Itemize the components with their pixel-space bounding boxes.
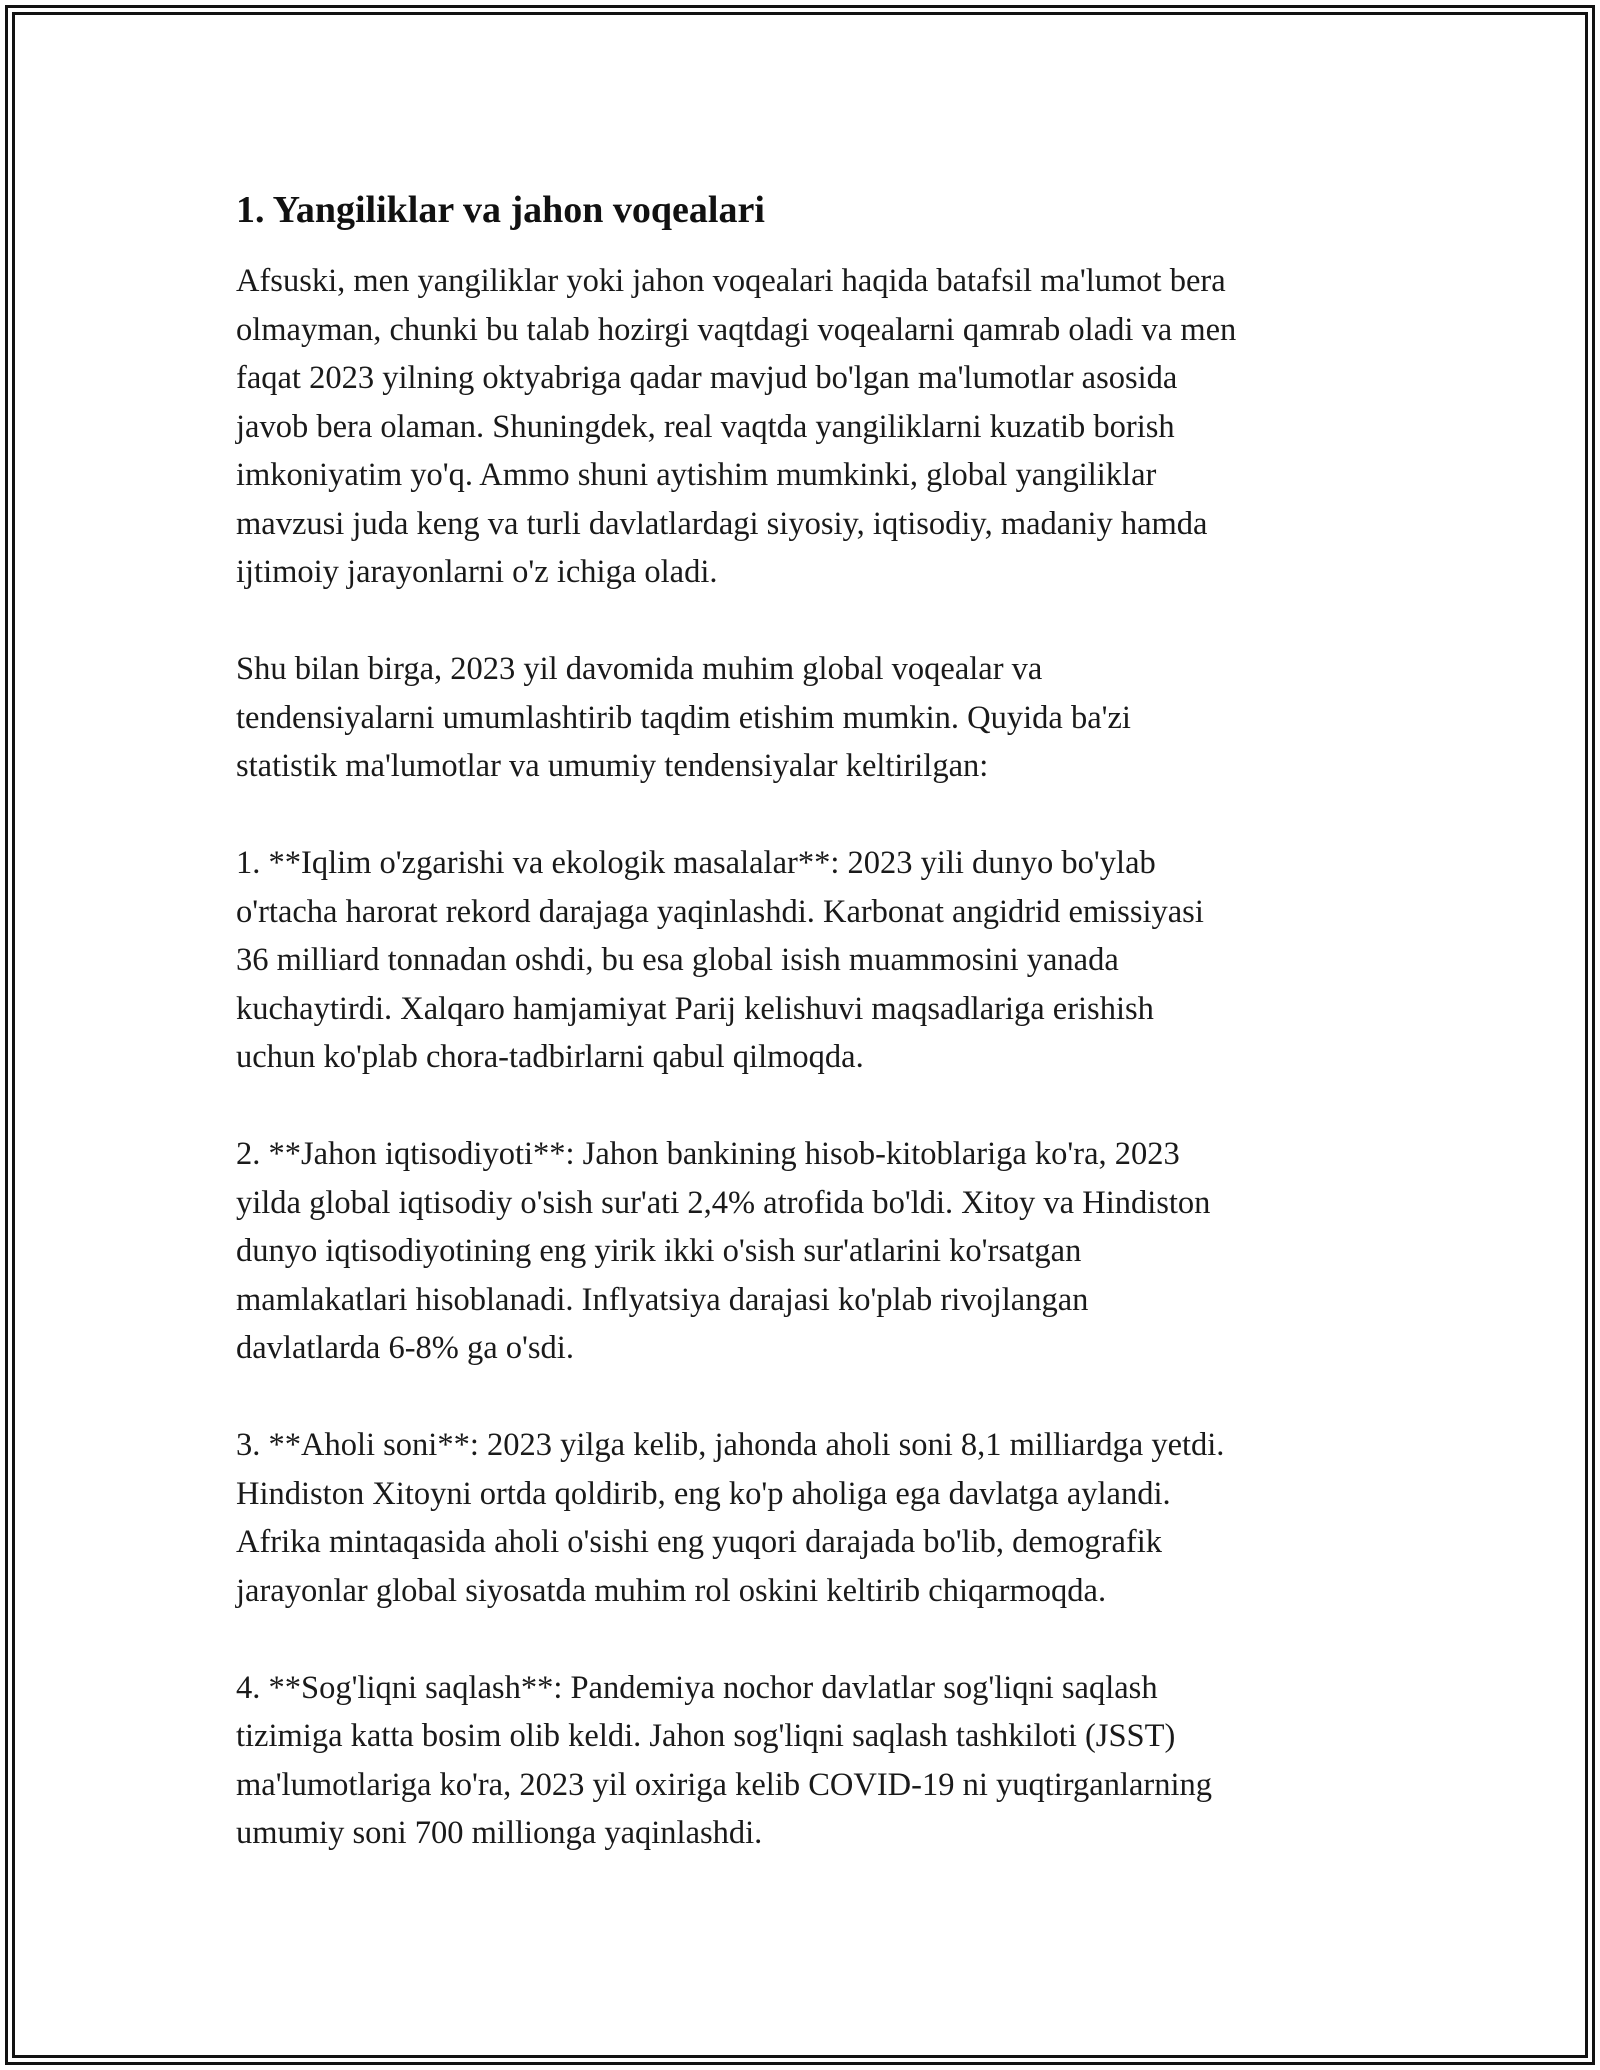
document-body [236, 186, 1376, 1906]
paragraph-intro: Afsuski, men yangiliklar yoki jahon voqealari haqida batafsil ma'lumot bera olmayman, chunki bu talab hozirgi vaqtdagi voqealarni qamrab oladi va men faqat 2023 yilning oktyabriga qadar mavjud bo'lgan ma'lumotlar asosida javob bera olaman. Shuningdek, real vaqtda yangiliklarni kuzatib borish imkoniyatim yo'q. Ammo shuni aytishim mumkinki, global yangiliklar mavzusi juda keng va turli davlatlardagi siyosiy, iqtisodiy, madaniy hamda ijtimoiy jarayonlarni o'z ichiga oladi. [236, 263, 1237, 591]
list-item-climate: 1. **Iqlim o'zgarishi va ekologik masalalar**: 2023 yili dunyo bo'ylab o'rtacha harorat rekord darajaga yaqinlashdi. Karbonat angidrid emissiyasi 36 milliard tonnadan oshdi, bu esa global isish muammosini yanada kuchaytirdi. Xalqaro hamjamiyat Parij kelishuvi maqsadlariga erishish uchun ko'plab chora-tadbirlarni qabul qilmoqda. [236, 845, 1204, 1076]
list-item-economy: 2. **Jahon iqtisodiyoti**: Jahon bankining hisob-kitoblariga ko'ra, 2023 yilda global iqtisodiy o'sish sur'ati 2,4% atrofida bo'ldi. Xitoy va Hindiston dunyo iqtisodiyotining eng yirik ikki o'sish sur'atlarini ko'rsatgan mamlakatlari hisoblanadi. Inflyatsiya darajasi ko'plab rivojlangan davlatlarda 6-8% ga o'sdi. [236, 1136, 1211, 1367]
list-item-population: 3. **Aholi soni**: 2023 yilga kelib, jahonda aholi soni 8,1 milliardga yetdi. Hindiston Xitoyni ortda qoldirib, eng ko'p aholiga ega davlatga aylandi. Afrika mintaqasida aholi o'sishi eng yuqori darajada bo'lib, demografik jarayonlar global siyosatda muhim rol oskini keltirib chiqarmoqda. [236, 1427, 1225, 1609]
document-title: 1. Yangiliklar va jahon voqealari [236, 189, 765, 231]
list-item-health: 4. **Sog'liqni saqlash**: Pandemiya nochor davlatlar sog'liqni saqlash tizimiga katta bosim olib keldi. Jahon sog'liqni saqlash tashkiloti (JSST) ma'lumotlariga ko'ra, 2023 yil oxiriga kelib COVID-19 ni yuqtirganlarning umumiy soni 700 millionga yaqinlashdi. [236, 1669, 1212, 1852]
paragraph-summary: Shu bilan birga, 2023 yil davomida muhim global voqealar va tendensiyalarni umumlashtirib taqdim etishim mumkin. Quyida ba'zi statistik ma'lumotlar va umumiy tendensiyalar keltirilgan: [236, 651, 1131, 785]
